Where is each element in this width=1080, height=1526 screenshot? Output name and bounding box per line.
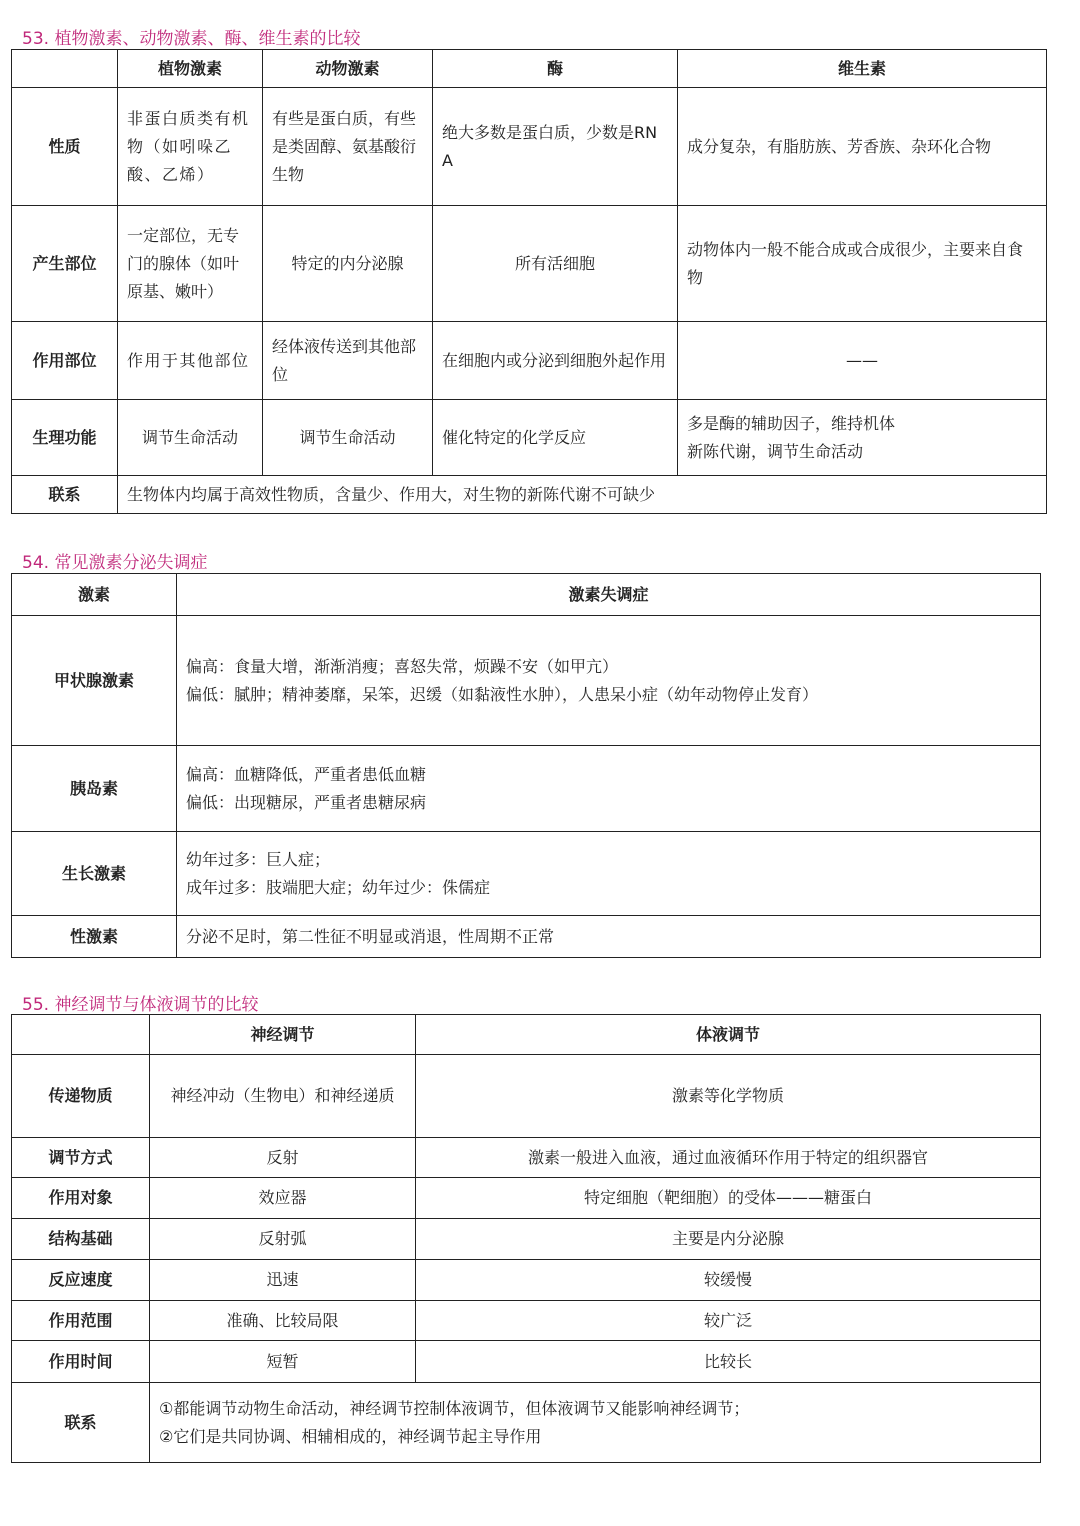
table-cell: 经体液传送到其他部位	[263, 322, 433, 400]
row-label: 调节方式	[12, 1138, 150, 1178]
table-row	[12, 1260, 1041, 1301]
header-plant-hormone: 植物激素	[118, 50, 263, 88]
table-cell: 激素一般进入血液，通过血液循环作用于特定的组织器官	[416, 1138, 1041, 1178]
table-cell	[177, 832, 1041, 916]
table-row	[12, 400, 1047, 476]
table-cell: 一定部位，无专门的腺体（如叶原基、嫩叶）	[118, 206, 263, 322]
table-cell: 催化特定的化学反应	[433, 400, 678, 476]
table-55	[11, 1014, 1041, 1463]
row-label: 产生部位	[12, 206, 118, 322]
text-line: 偏高：血糖降低，严重者患低血糖	[186, 764, 427, 784]
row-label: 生理功能	[12, 400, 118, 476]
table-cell: 成分复杂，有脂肪族、芳香族、杂环化合物	[678, 88, 1047, 206]
row-label: 传递物质	[12, 1055, 150, 1138]
table-cell: 主要是内分泌腺	[416, 1219, 1041, 1260]
table-cell: 短暂	[150, 1341, 416, 1383]
table-53-header-row	[12, 50, 1047, 88]
table-row	[12, 1383, 1041, 1463]
table-cell	[177, 616, 1041, 746]
table-cell: 调节生命活动	[118, 400, 263, 476]
text-line: 幼年过多：巨人症；	[186, 849, 331, 869]
table-cell: 迅速	[150, 1260, 416, 1301]
table-54	[11, 573, 1041, 958]
row-label: 联系	[12, 476, 118, 514]
table-cell: 特定细胞（靶细胞）的受体———糖蛋白	[416, 1178, 1041, 1219]
text-line: 偏低：出现糖尿，严重者患糖尿病	[186, 792, 427, 812]
table-row	[12, 1178, 1041, 1219]
table-row	[12, 616, 1041, 746]
table-cell: 有些是蛋白质，有些是类固醇、氨基酸衍生物	[263, 88, 433, 206]
section-53-title: 53. 植物激素、动物激素、酶、维生素的比较	[22, 29, 361, 49]
table-row	[12, 1055, 1041, 1138]
table-cell: 在细胞内或分泌到细胞外起作用	[433, 322, 678, 400]
text-line: 偏低：膩肿；精神萎靡，呆笨，迟缓（如黏液性水肿），人患呆小症（幼年动物停止发育）	[186, 684, 819, 704]
text-line: ②它们是共同协调、相辅相成的，神经调节起主导作用	[159, 1426, 542, 1446]
row-label: 作用范围	[12, 1301, 150, 1341]
table-row	[12, 206, 1047, 322]
text-line: 分泌不足时，第二性征不明显或消退，性周期不正常	[186, 926, 555, 946]
table-row	[12, 1138, 1041, 1178]
text-line: ①都能调节动物生命活动，神经调节控制体液调节，但体液调节又能影响神经调节；	[159, 1398, 750, 1418]
header-animal-hormone: 动物激素	[263, 50, 433, 88]
text-line: 成年过多：肢端肥大症；幼年过少：侏儒症	[186, 877, 491, 897]
table-cell: 作用于其他部位	[118, 322, 263, 400]
row-label: 性激素	[12, 916, 177, 958]
header-cell-empty	[12, 50, 118, 88]
header-neural: 神经调节	[150, 1015, 416, 1055]
row-label: 结构基础	[12, 1219, 150, 1260]
table-cell: 较缓慢	[416, 1260, 1041, 1301]
table-row	[12, 1219, 1041, 1260]
table-cell	[177, 746, 1041, 832]
text-line: 偏高：食量大增，渐渐消瘦；喜怒失常，烦躁不安（如甲亢）	[186, 656, 619, 676]
table-row	[12, 476, 1047, 514]
table-row	[12, 746, 1041, 832]
table-cell: 反射	[150, 1138, 416, 1178]
table-cell: 特定的内分泌腺	[263, 206, 433, 322]
table-cell: 比较长	[416, 1341, 1041, 1383]
table-cell: 准确、比较局限	[150, 1301, 416, 1341]
row-label: 作用对象	[12, 1178, 150, 1219]
table-54-header-row	[12, 574, 1041, 616]
table-row	[12, 322, 1047, 400]
table-row	[12, 916, 1041, 958]
row-label: 作用时间	[12, 1341, 150, 1383]
table-cell: 反射弧	[150, 1219, 416, 1260]
header-disorder: 激素失调症	[177, 574, 1041, 616]
table-row	[12, 1341, 1041, 1383]
table-cell: ——	[678, 322, 1047, 400]
row-label: 胰岛素	[12, 746, 177, 832]
table-53	[11, 49, 1047, 514]
header-cell-empty	[12, 1015, 150, 1055]
table-cell: 激素等化学物质	[416, 1055, 1041, 1138]
table-cell: 神经冲动（生物电）和神经递质	[150, 1055, 416, 1138]
table-row	[12, 88, 1047, 206]
table-cell: 调节生命活动	[263, 400, 433, 476]
table-cell	[177, 916, 1041, 958]
header-enzyme: 酶	[433, 50, 678, 88]
table-cell: 生物体内均属于高效性物质，含量少、作用大，对生物的新陈代谢不可缺少	[118, 476, 1047, 514]
row-label: 性质	[12, 88, 118, 206]
row-label: 甲状腺激素	[12, 616, 177, 746]
table-cell: 较广泛	[416, 1301, 1041, 1341]
header-vitamin: 维生素	[678, 50, 1047, 88]
table-cell	[150, 1383, 1041, 1463]
table-row	[12, 1301, 1041, 1341]
row-label: 联系	[12, 1383, 150, 1463]
row-label: 作用部位	[12, 322, 118, 400]
table-cell: 效应器	[150, 1178, 416, 1219]
table-cell: 动物体内一般不能合成或合成很少，主要来自食物	[678, 206, 1047, 322]
row-label: 生长激素	[12, 832, 177, 916]
section-55-title: 55. 神经调节与体液调节的比较	[22, 995, 259, 1015]
table-cell: 非蛋白质类有机物（如吲哚乙酸、乙烯）	[118, 88, 263, 206]
row-label: 反应速度	[12, 1260, 150, 1301]
header-humoral: 体液调节	[416, 1015, 1041, 1055]
table-row	[12, 832, 1041, 916]
header-hormone: 激素	[12, 574, 177, 616]
section-54-title: 54. 常见激素分泌失调症	[22, 553, 208, 573]
table-cell: 所有活细胞	[433, 206, 678, 322]
table-cell: 多是酶的辅助因子，维持机体新陈代谢，调节生命活动	[678, 400, 1047, 476]
table-cell: 绝大多数是蛋白质，少数是RNA	[433, 88, 678, 206]
table-55-header-row	[12, 1015, 1041, 1055]
